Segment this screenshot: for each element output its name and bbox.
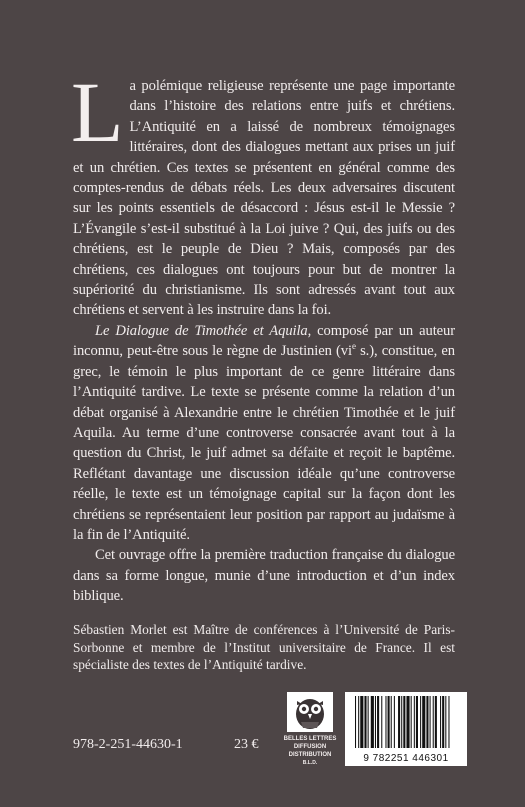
paragraph-2-text-a: , composé par un auteur inconnu, peut-être sous le règne de Justinien (vi [73, 322, 455, 360]
paragraph-1-text: a polémique religieuse représente une page importante dans l’histoire des relations entre juifs et chrétiens. L’Antiquité en a laissé de nombreux témoignages littéraires, dont des dialogues mettant aux prises un juif et un chrétien. Ces textes se présentent en général comme des comptes-rendus de débats réels. Les deux adversaires discutent sur les points essentiels de désaccord : Jésus est-il le Messie ? L’Évangile s’est-il substitué à la Loi juive ? Qui, des juifs ou des chrétiens, est le peuple de Dieu ? Mais, composés par des chrétiens, ces dialogues ont toujours pour but de montrer la supériorité du christianisme. Ils sont adressés avant tout aux chrétiens et servent à les instruire dans la foi. [73, 78, 455, 319]
author-bio: Sébastien Morlet est Maître de conférences à l’Université de Paris-Sorbonne et membre de l’Institut universitaire de France. Il est spécialiste des textes de l’Antiquité tardive. [73, 622, 455, 673]
barcode-bar [355, 696, 356, 748]
work-title: Le Dialogue de Timothée et Aquila [95, 322, 308, 339]
barcode [345, 692, 467, 766]
barcode-bar [391, 696, 392, 748]
barcode-bar [364, 696, 366, 748]
barcode-bar [371, 696, 374, 748]
barcode-bar [358, 696, 359, 748]
barcode-bar [435, 696, 437, 748]
century-superscript: e [351, 341, 356, 352]
barcode-bar [375, 696, 376, 748]
barcode-bar [406, 696, 409, 748]
barcode-bar [426, 696, 428, 748]
barcode-bar [433, 696, 434, 748]
price: 23 € [234, 737, 259, 752]
barcode-bar [403, 696, 405, 748]
barcode-bar [360, 696, 363, 748]
logo-line-1: BELLES LETTRES [283, 736, 337, 742]
barcode-bar [422, 696, 425, 748]
barcode-bar [445, 696, 446, 748]
paragraph-2-text-b: s.), constitue, en grec, le témoin le plus important de ce genre littéraire dans l’Antiquité tardive. Le texte se présente comme la relation d’un débat organisé à Alexandrie entre le chrétien Timothée et le juif Aquila. Au terme d’une controverse consacrée avant tout à la question du Christ, le juif admet sa défaite et reçoit le baptême. Reflétant davantage une discussion idéale qu’une controverse réelle, le texte est un témoignage capital sur la façon dont les chrétiens se représentaient leur position par rapport au judaïsme à la fin de l’Antiquité. [73, 343, 455, 543]
barcode-bar [442, 696, 444, 748]
drop-cap: L [71, 64, 124, 160]
paragraph-1 [71, 64, 455, 321]
barcode-bar [440, 696, 441, 748]
barcode-bar [401, 696, 402, 748]
paragraph-2 [73, 321, 455, 545]
barcode-bar [388, 696, 390, 748]
barcode-bar [381, 696, 382, 748]
paragraph-3: Cet ouvrage offre la première traduction française du dialogue dans sa forme longue, munie d’une introduction et d’un index biblique. [73, 547, 455, 605]
publisher-logo [283, 690, 337, 770]
barcode-bar [411, 696, 412, 748]
barcode-digits: 9 782251 446301 [363, 753, 449, 764]
barcode-bar [398, 696, 400, 748]
logo-line-4: B.L.D. [302, 760, 318, 766]
owl-emblem-icon [283, 690, 337, 734]
barcode-bar [377, 696, 379, 748]
barcode-bar [430, 696, 431, 748]
logo-line-2: DIFFUSION [293, 744, 327, 750]
barcode-bar [368, 696, 369, 748]
logo-line-3: DISTRIBUTION [288, 752, 332, 758]
barcode-bars [345, 692, 467, 752]
barcode-bar [420, 696, 421, 748]
barcode-bar [414, 696, 415, 748]
barcode-bar [385, 696, 386, 748]
blurb [71, 64, 455, 607]
barcode-bar [416, 696, 418, 748]
barcode-bar [394, 696, 395, 748]
barcode-bar [448, 696, 449, 748]
isbn: 978-2-251-44630-1 [73, 737, 183, 752]
